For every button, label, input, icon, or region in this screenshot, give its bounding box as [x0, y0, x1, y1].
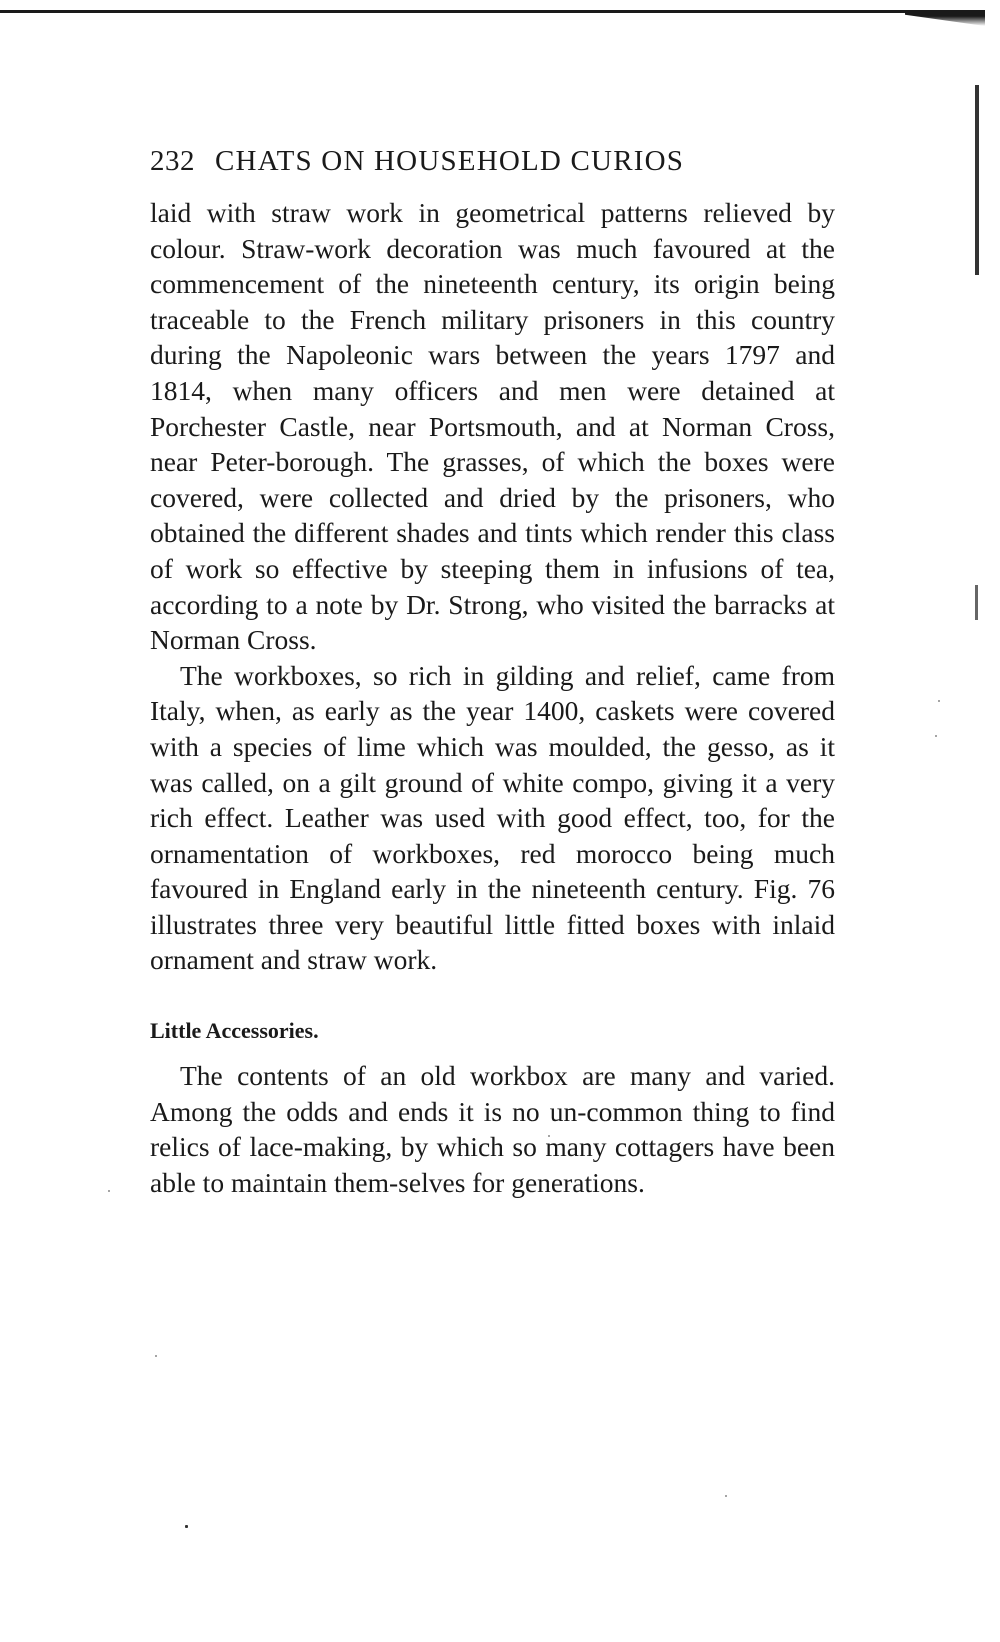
running-title: CHATS ON HOUSEHOLD CURIOS: [215, 145, 685, 177]
body-paragraph: The contents of an old workbox are many and varied. Among the odds and ends it is no un-common thing to find relics of lace-making, by which so many cottagers have been able to maintain them-selves for generations.: [150, 1060, 835, 1198]
top-rule-flourish: [905, 12, 985, 26]
page-content: [150, 145, 835, 1200]
scan-edge-mark: [975, 585, 978, 620]
scan-speck: [935, 735, 937, 737]
top-rule: [0, 10, 985, 13]
page-number: 232: [150, 145, 195, 177]
scan-speck: [938, 700, 940, 702]
body-paragraph: The workboxes, so rich in gilding and relief, came from Italy, when, as early as the year 1400, caskets were covered with a species of lime which was moulded, the gesso, as it was called, on a gilt ground of white compo, giving it a very rich effect. Leather was used with good effect, too, for the ornamentation of workboxes, red morocco being much favoured in England early in the nineteenth century. Fig. 76 illustrates three very beautiful little fitted boxes with inlaid ornament and straw work.: [150, 659, 835, 976]
scan-speck: [185, 1525, 188, 1528]
running-head: [150, 145, 835, 185]
scan-edge-mark: [975, 85, 979, 275]
scan-speck: [155, 1355, 157, 1357]
scan-speck: [108, 1190, 110, 1192]
section-heading: Little Accessories.: [150, 1018, 319, 1044]
body-paragraph: laid with straw work in geometrical patterns relieved by colour. Straw-work decoration was much favoured at the commencement of the nineteenth century, its origin being traceable to the French military prisoners in this country during the Napoleonic wars between the years 1797 and 1814, when many officers and men were detained at Porchester Castle, near Portsmouth, and at Norman Cross, near Peter-borough. The grasses, of which the boxes were covered, were collected and dried by the prisoners, who obtained the different shades and tints which render this class of work so effective by steeping them in infusions of tea, according to a note by Dr. Strong, who visited the barracks at Norman Cross.: [150, 197, 835, 656]
scan-speck: [725, 1495, 727, 1497]
